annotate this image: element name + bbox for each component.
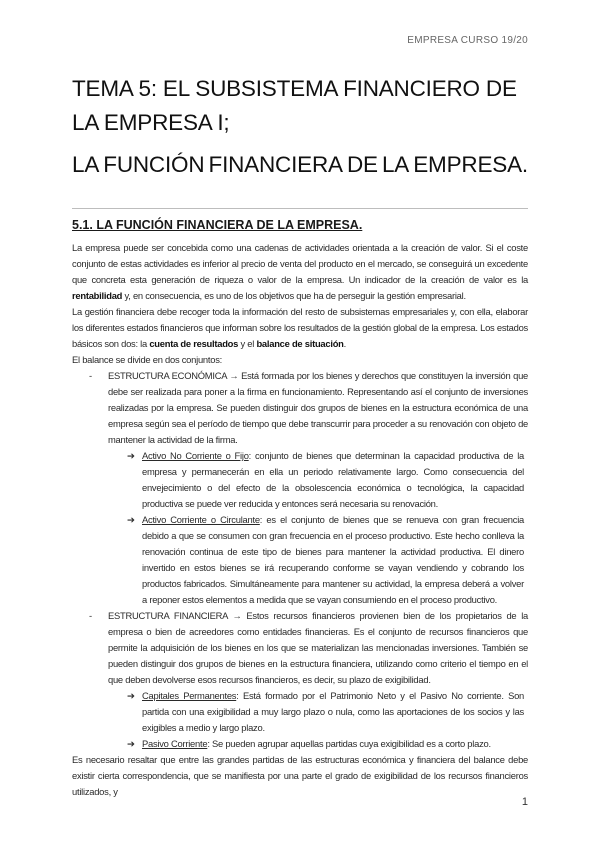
list-item-financial-structure xyxy=(72,608,528,688)
sublist-item-current-liabilities xyxy=(72,736,528,752)
text-run: : es el conjunto de bienes que se renueva con gran frecuencia debido a que se consumen con gran frecuencia en el proceso productivo. Este hecho conlleva la renovación continua de este tipo de bienes para mantener la actividad productiva. El dinero invertido en estos bienes se irá recuperando conforme se vayan vendiendo y cobrando los productos fabricados. Simultáneamente para mantener su actividad, la empresa deberá a volver a reponer estos elementos a medida que se vayan consumiendo en el proceso productivo. xyxy=(142,514,524,605)
running-header: EMPRESA CURSO 19/20 xyxy=(407,35,528,46)
arrow-icon: ➔ xyxy=(127,514,135,525)
section-heading-text: 5.1. LA FUNCIÓN FINANCIERA DE LA EMPRESA. xyxy=(72,218,363,232)
sublist-item-text xyxy=(142,512,524,608)
term-label: Pasivo Corriente xyxy=(142,738,208,749)
title-divider xyxy=(72,208,528,209)
sublist-item-permanent-capital xyxy=(72,688,528,736)
term-label: Capitales Permanentes xyxy=(142,690,237,701)
bold-term-rentabilidad: rentabilidad xyxy=(72,290,123,301)
sublist-item-text xyxy=(142,736,524,752)
body-text xyxy=(72,240,528,800)
text-run: y, en consecuencia, es uno de los objetivos que ha de perseguir la gestión empresarial. xyxy=(122,290,466,301)
subtitle-word: EMPRESA. xyxy=(413,152,528,177)
subtitle-word: LA xyxy=(72,152,100,177)
bold-term-cuenta: cuenta de resultados xyxy=(149,338,239,349)
paragraph-value-creation xyxy=(72,240,528,304)
section-heading xyxy=(72,218,362,232)
term-label: Activo No Corriente o Fijo xyxy=(142,450,249,461)
sublist-item-text xyxy=(142,448,524,512)
subtitle-word: LA xyxy=(381,152,410,177)
text-run: La gestión financiera debe recoger toda la información del resto de subsistemas empresariales y, con ella, elaborar los diferentes estados financieros que informan sobre los resultados de la gestión global de la empresa. Los estados básicos son dos: la xyxy=(72,306,528,349)
arrow-icon: ➔ xyxy=(127,738,135,749)
dash-marker: - xyxy=(89,370,92,381)
text-run: La empresa puede ser concebida como una cadenas de actividades orientada a la creación de valor. Si el coste conjunto de estas actividades es inferior al precio de venta del producto en el mercado, se conseguirá un excedente que concreta esta generación de riqueza o valor de la empresa. Un indicador de la creación de valor es la xyxy=(72,242,528,285)
paragraph-closing: Es necesario resaltar que entre las grandes partidas de las estructuras económica y financiera del balance debe existir cierta correspondencia, que se manifiesta por una parte el grado de exigibilidad de los recursos financieros utilizados, y xyxy=(72,754,528,797)
paragraph-financial-management xyxy=(72,304,528,352)
sublist-item-text xyxy=(142,688,524,736)
subtitle-word: DE xyxy=(346,152,378,177)
document-title: TEMA 5: EL SUBSISTEMA FINANCIERO DE LA EMPRESA I; xyxy=(72,76,517,135)
list-item-text: ESTRUCTURA FINANCIERA → Estos recursos financieros provienen bien de los propietarios de la empresa o bien de acreedores como entidades financieras. Es el conjunto de recursos financieros que permite la adquisición de los bienes en los que se materializan las mencionadas inversiones. También se pueden distinguir dos grupos de bienes en la estructura financiera, utilizando como criterio el tiempo en el que deben devolverse esos recursos financieros, es decir, su plazo de exigibilidad. xyxy=(108,610,528,685)
text-run: : Se pueden agrupar aquellas partidas cuya exigibilidad es a corto plazo. xyxy=(207,738,491,749)
document-subtitle xyxy=(72,150,528,180)
bold-term-balance: balance de situación xyxy=(256,338,344,349)
list-item-text: ESTRUCTURA ECONÓMICA → Está formada por los bienes y derechos que constituyen la inversión que debe ser realizada para poner a la firma en funcionamiento. Representando así el conjunto de inversiones realizadas por la empresa. Se pueden distinguir dos grupos de bienes en la estructura económica de una empresa según sea el período de tiempo que debe transcurrir para proceder a su renovación con objeto de mantener la actividad de la firma. xyxy=(108,370,528,445)
text-run: : conjunto de bienes que determinan la capacidad productiva de la empresa y permanecerán en ella un periodo relativamente largo. Como consecuencia del envejecimiento o del efecto de la obsolescencia económica o tecnológica, la capacidad productiva se puede ver reducida y entonces será necesaria su renovación. xyxy=(142,450,525,509)
term-label: Activo Corriente o Circulante xyxy=(142,514,260,525)
text-run: . xyxy=(343,338,347,349)
text-run: y el xyxy=(238,338,257,349)
list-item-economic-structure xyxy=(72,368,528,448)
sublist-item-current-assets xyxy=(72,512,528,608)
arrow-icon: ➔ xyxy=(127,450,135,461)
dash-marker: - xyxy=(89,610,92,621)
arrow-icon: ➔ xyxy=(127,690,135,701)
subtitle-word: FUNCIÓN xyxy=(103,152,205,177)
subtitle-word: FINANCIERA xyxy=(208,152,343,177)
paragraph-balance-intro: El balance se divide en dos conjuntos: xyxy=(72,354,222,365)
text-run: : Está formado por el Patrimonio Neto y el Pasivo No corriente. Son partida con una exigibilidad a muy largo plazo o nula, como las aportaciones de los socios y las exigibles a medio y largo plazo. xyxy=(142,690,524,733)
page-number: 1 xyxy=(521,796,528,808)
sublist-item-fixed-assets xyxy=(72,448,528,512)
